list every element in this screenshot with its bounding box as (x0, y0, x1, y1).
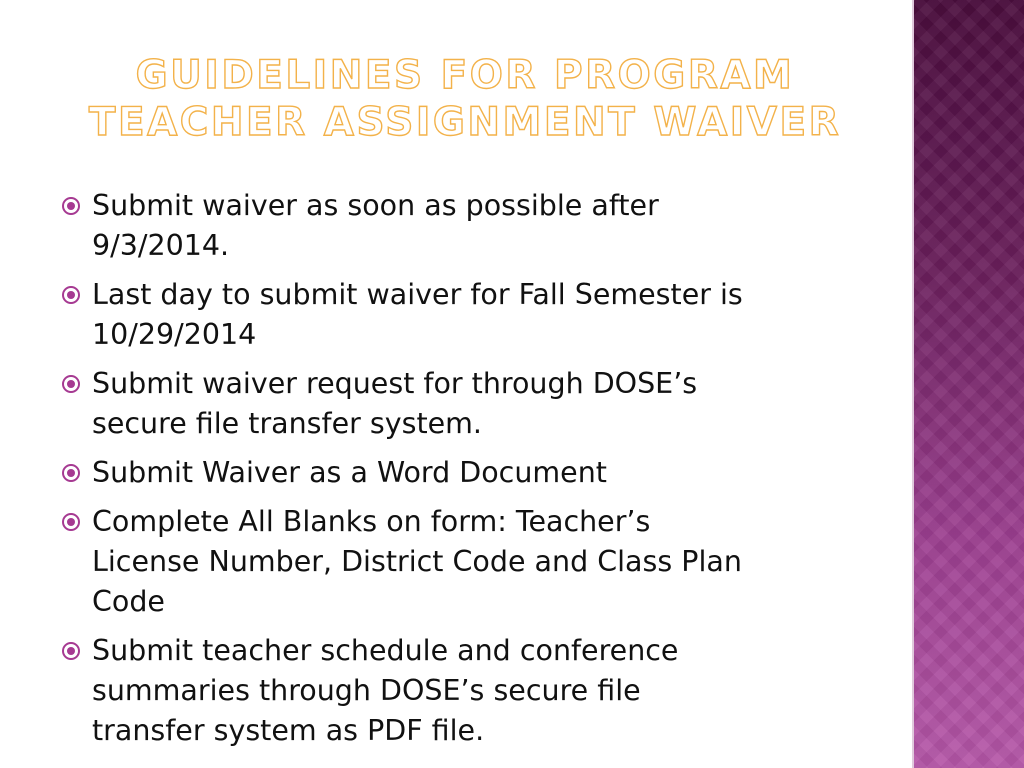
bullet-item (62, 502, 872, 622)
bullet-item (62, 364, 872, 444)
bullet-text: Complete All Blanks on form: Teacher’s License Number, District Code and Class Plan Code (92, 505, 742, 618)
bullet-text: Submit teacher schedule and conference summaries through DOSE’s secure file transfer system as PDF file. (92, 634, 679, 747)
bullet-item (62, 453, 872, 493)
slide-content (62, 186, 872, 760)
circled-dot-icon (62, 464, 80, 482)
bullet-item (62, 275, 872, 355)
bullet-text: Submit waiver as soon as possible after 9/3/2014. (92, 189, 659, 262)
bullet-text: Submit Waiver as a Word Document (92, 456, 607, 489)
bullet-item (62, 631, 872, 751)
decorative-side-band (912, 0, 1024, 768)
slide-title-line-1: GUIDELINES FOR PROGRAM (135, 53, 795, 98)
slide-title (60, 52, 870, 146)
bullet-item (62, 186, 872, 266)
circled-dot-icon (62, 286, 80, 304)
circled-dot-icon (62, 197, 80, 215)
circled-dot-icon (62, 513, 80, 531)
bullet-list (62, 186, 872, 751)
bullet-text: Last day to submit waiver for Fall Semester is 10/29/2014 (92, 278, 743, 351)
bullet-text: Submit waiver request for through DOSE’s secure file transfer system. (92, 367, 698, 440)
circled-dot-icon (62, 642, 80, 660)
slide-title-line-2: TEACHER ASSIGNMENT WAIVER (88, 100, 842, 145)
circled-dot-icon (62, 375, 80, 393)
